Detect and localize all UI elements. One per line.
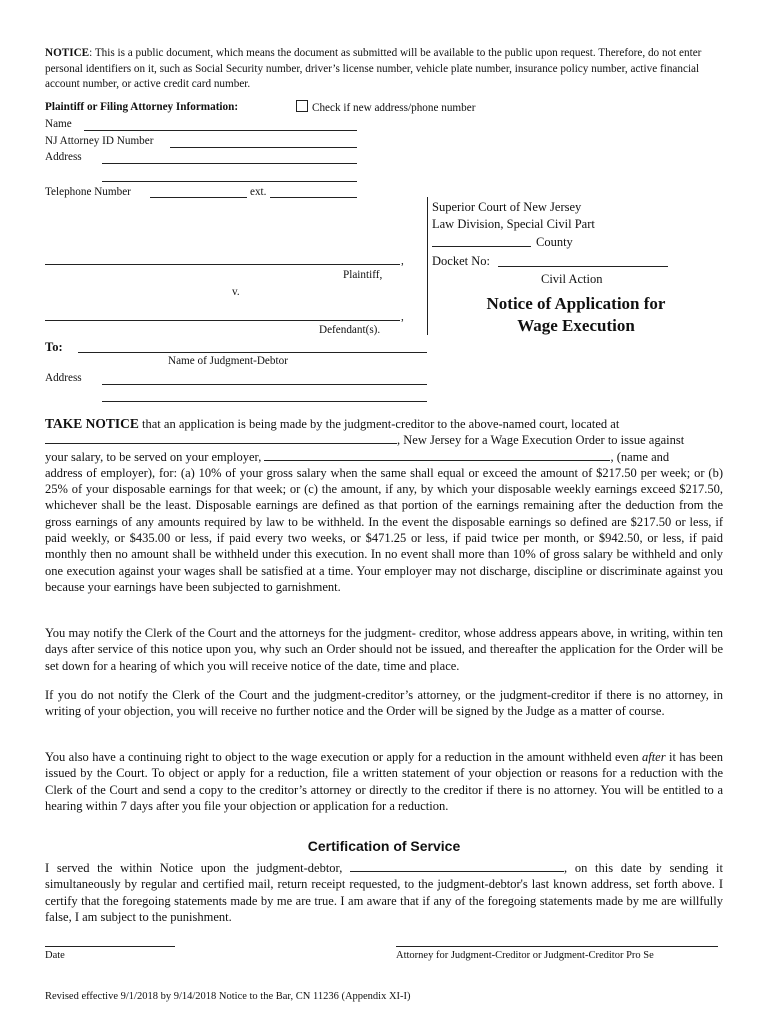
ext-label: ext.: [250, 186, 267, 198]
plaintiff-info-heading: Plaintiff or Filing Attorney Information:: [45, 101, 239, 113]
debtor-address-label: Address: [45, 372, 82, 384]
notify-clerk-paragraph: You may notify the Clerk of the Court and the attorneys for the judgment- creditor, whose address appears above, in writing, within ten days after service of this notice upon you, why such an Order should not be issued, and thereafter the application for the Order will be set down for a hearing of which you will receive notice of the date, time and place.: [45, 626, 723, 673]
versus-label: v.: [232, 286, 240, 298]
defendant-caption-label: Defendant(s).: [319, 324, 381, 336]
signature-label: Attorney for Judgment-Creditor or Judgment-Creditor Pro Se: [396, 950, 654, 961]
court-location-field[interactable]: [45, 432, 397, 444]
defendant-name-caption-field[interactable]: [45, 320, 400, 321]
document-title-line-1: Notice of Application for: [486, 294, 666, 313]
date-label: Date: [45, 950, 65, 961]
attorney-id-label: NJ Attorney ID Number: [45, 135, 154, 147]
take-notice-text-e: address of employer), for: (a) 10% of your gross salary when the same shall equal or exceed the amount of $217.50 per week; or (b) 25% of your disposable earnings for that week; or (c) the amount, if any, by which your disposable weekly earnings exceed $217.50, whichever shall be the least. Disposable earnings are defined as that portion of the earnings remaining after the deduction from the gross earnings of any amounts required by law to be withheld. In the event the disposable earnings so defined are $217.50 or less, if paid weekly, or $435.00 or less, if paid every two weeks, or $471.25 or less, if paid twice per month, or $942.50, or less, if paid monthly then no amount shall be withheld under this execution. In no event shall more than 10% of gross salary be withheld and only one execution against your wages shall be satisfied at a time. Your employer may not discharge, discipline or discriminate against you because your earnings have been subjected to garnishment.: [45, 465, 723, 594]
docket-label: Docket No:: [432, 254, 490, 268]
debtor-address-field-2[interactable]: [102, 401, 427, 402]
take-notice-text-c: your salary, to be served on your employer,: [45, 449, 262, 464]
document-title-line-2: Wage Execution: [517, 316, 635, 335]
telephone-field[interactable]: [150, 197, 247, 198]
plaintiff-name-caption-field[interactable]: [45, 264, 400, 265]
court-division: Law Division, Special Civil Part: [432, 217, 595, 231]
certification-text-a: I served the within Notice upon the judgment-debtor,: [45, 861, 343, 875]
new-address-checkbox-label: Check if new address/phone number: [312, 102, 476, 114]
to-label: To:: [45, 340, 63, 354]
attorney-id-field[interactable]: [170, 147, 357, 148]
certification-paragraph: [45, 860, 723, 925]
continuing-right-italic: after: [641, 750, 666, 764]
civil-action-label: Civil Action: [541, 272, 603, 286]
judgment-debtor-name-label: Name of Judgment-Debtor: [168, 355, 288, 367]
debtor-address-field-1[interactable]: [102, 384, 427, 385]
take-notice-paragraph: [45, 416, 723, 595]
plaintiff-address-field-2[interactable]: [102, 181, 357, 182]
no-objection-paragraph: If you do not notify the Clerk of the Court and the judgment-creditor’s attorney, or the judgment-creditor if there is no attorney, in writing of your objection, you will receive no further notice and the Order will be signed by the Judge as a matter of course.: [45, 688, 723, 719]
public-document-notice: [45, 46, 735, 93]
defendant-comma: ,: [401, 311, 404, 323]
court-name: Superior Court of New Jersey: [432, 200, 582, 214]
continuing-right-paragraph: [45, 749, 723, 814]
date-field[interactable]: [45, 946, 175, 947]
telephone-label: Telephone Number: [45, 186, 131, 198]
take-notice-text-a: that an application is being made by the judgment-creditor to the above-named court, located at: [138, 417, 620, 431]
new-address-checkbox[interactable]: [296, 100, 308, 112]
plaintiff-name-field[interactable]: [84, 130, 357, 131]
continuing-right-text-b: it has been issued by the Court. To object or apply for a reduction, file a written statement of your objection or reasons for a reduction with the Clerk of the Court and send a copy to the creditor’s attorney or directly to the creditor if there is no attorney. You will be entitled to a hearing within 7 days after you file your objection or application for a reduction.: [45, 750, 723, 813]
judgment-debtor-name-field[interactable]: [78, 352, 427, 353]
plaintiff-address-label: Address: [45, 151, 82, 163]
name-label: Name: [45, 118, 72, 130]
certification-text-b: , on this date by sending it simultaneously by regular and certified mail, return receipt requested, to the judgment-debtor's last known address, set forth above. I certify that the foregoing statements made by me are true. I am aware that if any of the foregoing statements made by me are willfully false, I am subject to the punishment.: [45, 861, 723, 924]
plaintiff-address-field-1[interactable]: [102, 163, 357, 164]
certification-debtor-field[interactable]: [350, 860, 564, 872]
take-notice-text-d: , (name and: [610, 449, 670, 464]
ext-field[interactable]: [270, 197, 357, 198]
notice-text: : This is a public document, which means the document as submitted will be available to the public upon request. Therefore, do not enter personal identifiers on it, such as Social Security number, driver’s license number, vehicle plate number, insurance policy number, active financial account number, or active credit card number.: [45, 47, 702, 90]
take-notice-label: TAKE NOTICE: [45, 416, 139, 431]
employer-name-field[interactable]: [264, 449, 610, 461]
notice-label: NOTICE: [45, 47, 90, 59]
revision-footer: Revised effective 9/1/2018 by 9/14/2018 Notice to the Bar, CN 11236 (Appendix XI-I): [45, 991, 411, 1002]
plaintiff-caption-label: Plaintiff,: [343, 269, 383, 281]
signature-field[interactable]: [396, 946, 718, 947]
caption-divider: [427, 197, 428, 335]
certification-title: Certification of Service: [307, 838, 461, 854]
plaintiff-comma: ,: [401, 255, 404, 267]
county-field[interactable]: [432, 246, 531, 247]
take-notice-text-b: , New Jersey for a Wage Execution Order to issue against: [397, 433, 685, 448]
county-label: County: [536, 235, 573, 249]
new-address-checkbox-group[interactable]: [296, 100, 475, 116]
docket-field[interactable]: [498, 266, 668, 267]
continuing-right-text-a: You also have a continuing right to object to the wage execution or apply for a reduction in the amount withheld even: [45, 750, 642, 764]
